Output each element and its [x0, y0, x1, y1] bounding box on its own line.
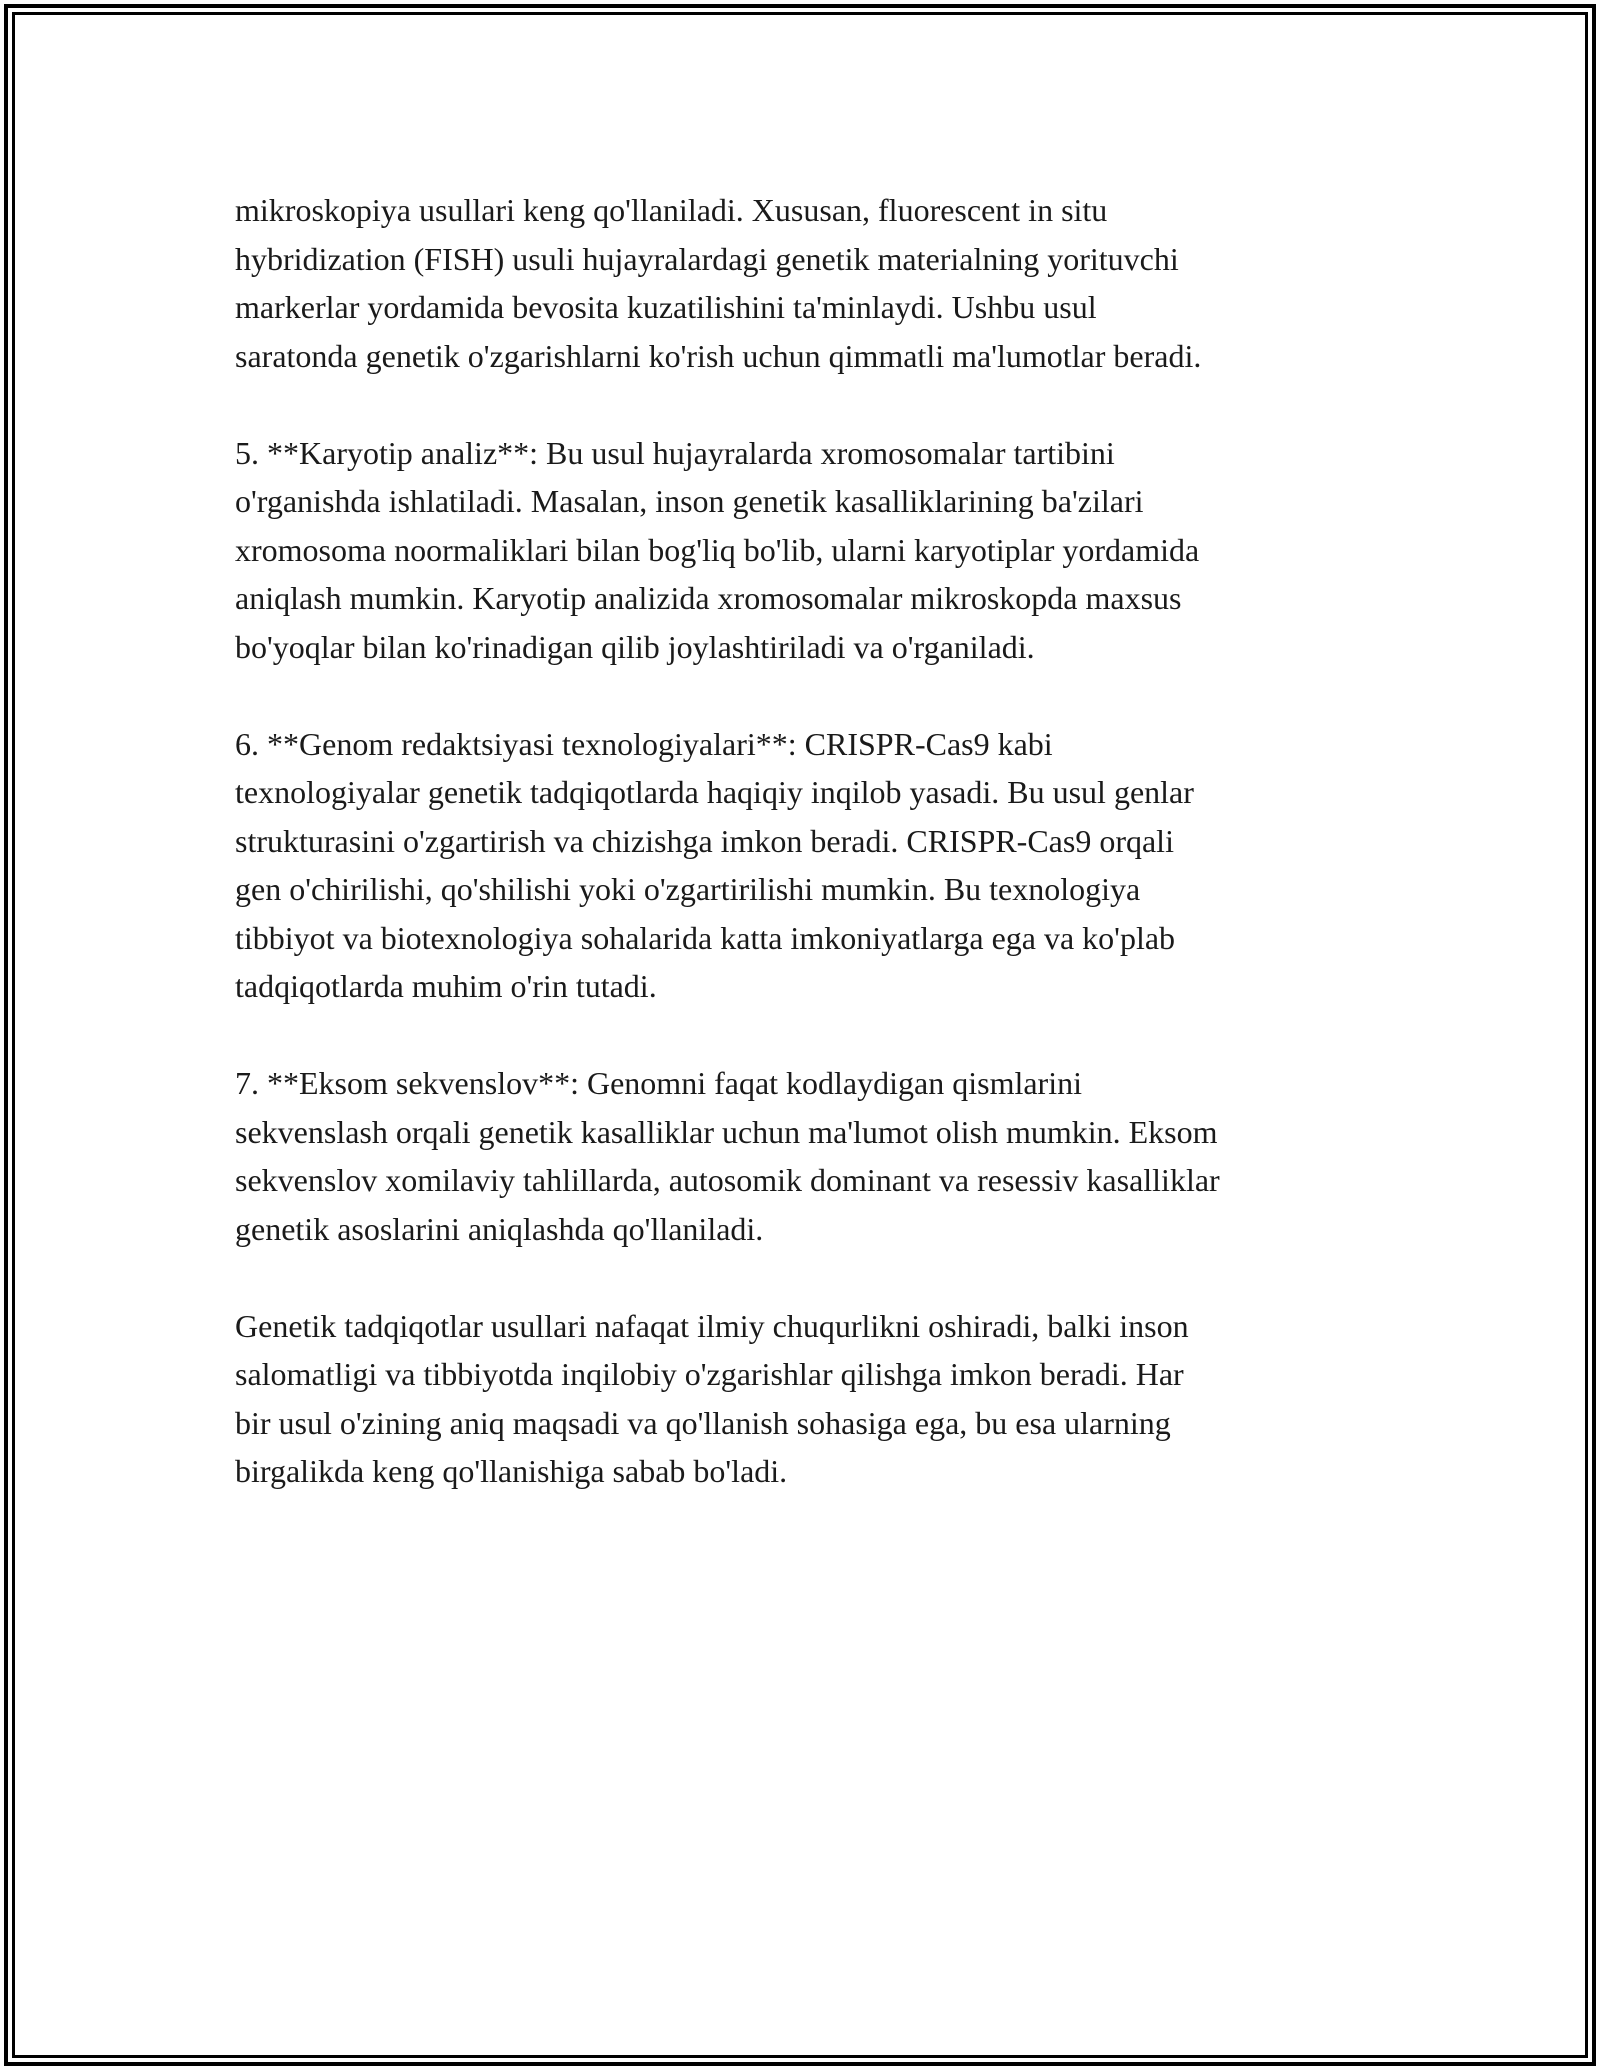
paragraph-exome-sequencing: 7. **Eksom sekvenslov**: Genomni faqat kodlaydigan qismlarini sekvenslash orqali genetik kasalliklar uchun ma'lumot olish mumkin. Eksom sekvenslov xomilaviy tahlillarda, autosomik dominant va resessiv kasalliklar genetik asoslarini aniqlashda qo'llaniladi. [235, 1065, 1220, 1247]
paragraph-genome-editing: 6. **Genom redaktsiyasi texnologiyalari**: CRISPR-Cas9 kabi texnologiyalar genetik tadqiqotlarda haqiqiy inqilob yasadi. Bu usul genlar strukturasini o'zgartirish va chizishga imkon beradi. CRISPR-Cas9 orqali gen o'chirilishi, qo'shilishi yoki o'zgartirilishi mumkin. Bu texnologiya tibbiyot va biotexnologiya sohalarida katta imkoniyatlarga ega va ko'plab tadqiqotlarda muhim o'rin tutadi. [235, 725, 1194, 1004]
paragraph-karyotype-analysis: 5. **Karyotip analiz**: Bu usul hujayralarda xromosomalar tartibini o'rganishda ishlatiladi. Masalan, inson genetik kasalliklarining ba'zilari xromosoma noormaliklari bilan bog'liq bo'lib, ularni karyotiplar yordamida aniqlash mumkin. Karyotip analizida xromosomalar mikroskopda maxsus bo'yoqlar bilan ko'rinadigan qilib joylashtiriladi va o'rganiladi. [235, 434, 1200, 665]
document-body [235, 186, 1375, 1544]
paragraph-conclusion: Genetik tadqiqotlar usullari nafaqat ilmiy chuqurlikni oshiradi, balki inson salomatligi va tibbiyotda inqilobiy o'zgarishlar qilishga imkon beradi. Har bir usul o'zining aniq maqsadi va qo'llanish sohasiga ega, bu esa ularning birgalikda keng qo'llanishiga sabab bo'ladi. [235, 1307, 1189, 1489]
paragraph-microscopy: mikroskopiya usullari keng qo'llaniladi. Xususan, fluorescent in situ hybridization (FISH) usuli hujayralardagi genetik materialning yorituvchi markerlar yordamida bevosita kuzatilishini ta'minlaydi. Ushbu usul saratonda genetik o'zgarishlarni ko'rish uchun qimmatli ma'lumotlar beradi. [235, 192, 1202, 374]
